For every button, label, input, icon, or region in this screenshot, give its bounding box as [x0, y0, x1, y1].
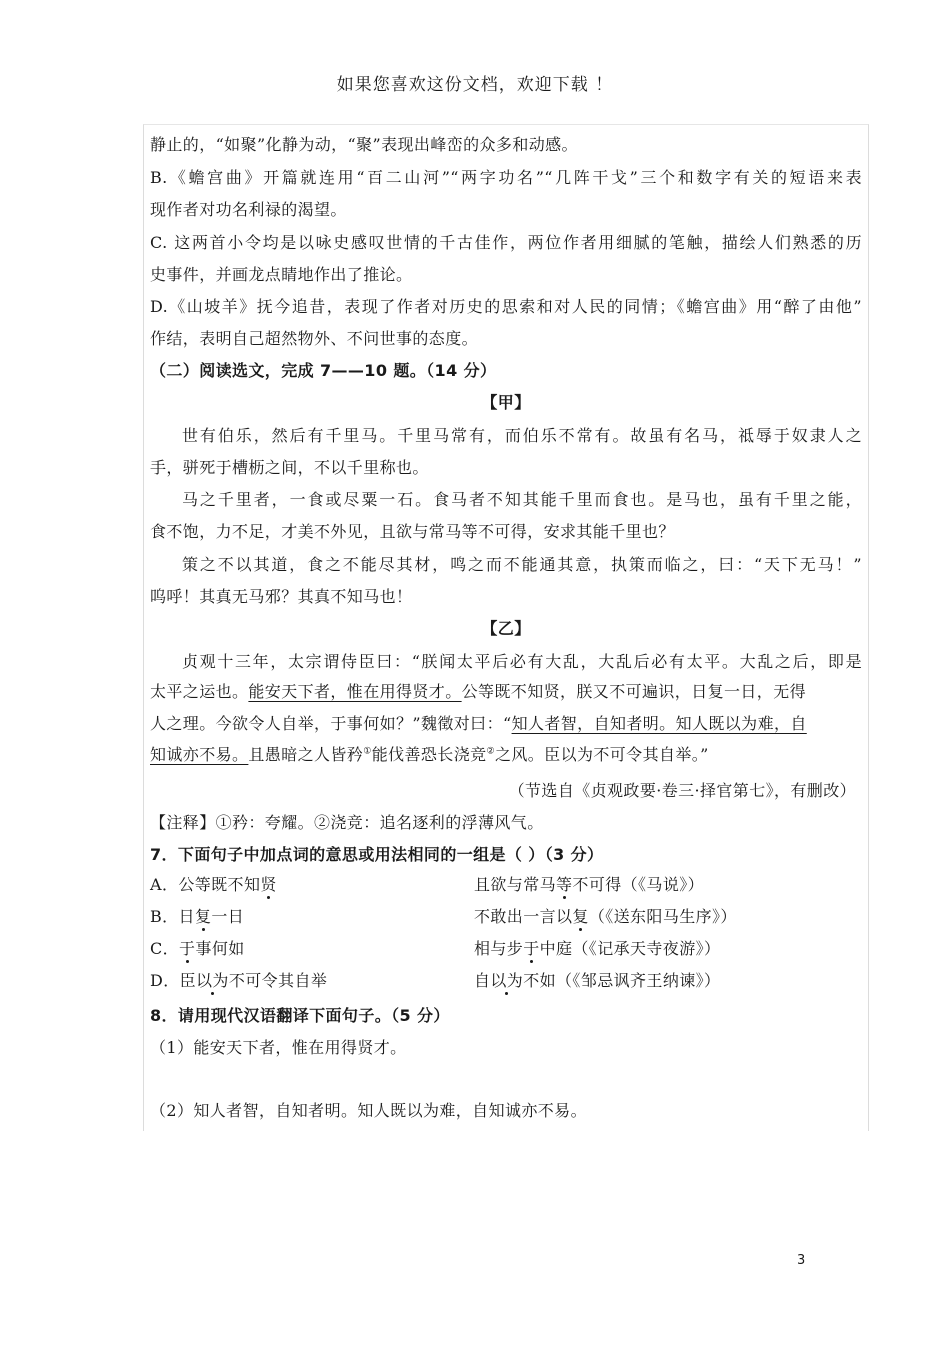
section-title: （二）阅读选文，完成 7——10 题。（14 分）	[150, 361, 497, 380]
question-8-sentence-1: （1）能安天下者，惟在用得贤才。	[150, 1038, 407, 1057]
document-body	[143, 124, 869, 1131]
option-text: 中庭（《记承天寺夜游》）	[539, 939, 721, 958]
underlined-sentence-1: 能安天下者，惟在用得贤才。	[248, 682, 462, 701]
question-7-option-d	[150, 971, 862, 991]
underlined-sentence-2-cont: 知诚亦不易。	[150, 745, 249, 764]
question-8-stem: 8．请用现代汉语翻译下面句子。（5 分）	[150, 1006, 450, 1025]
yi-text: 太平之运也。	[150, 682, 249, 701]
yi-paragraph: 贞观十三年，太宗谓侍臣曰：“朕闻太平后必有大乱，大乱后必有太平。大乱之后，即是	[182, 652, 862, 671]
option-text: 事何如	[195, 939, 245, 958]
option-text: 不可令其自举	[228, 971, 328, 990]
dotted-word: 以为	[196, 971, 229, 990]
question-7-option-b	[150, 907, 862, 927]
option-text: A．公等既不知	[150, 875, 261, 894]
option-text: （《送东阳马生序》）	[588, 907, 737, 926]
option-text: 相与步	[474, 939, 524, 958]
dotted-word: 以为	[490, 971, 524, 990]
yi-text: 公等既不知贤，朕又不可遍识，日复一日，无得	[461, 682, 807, 701]
text-line: 静止的，“如聚”化静为动，“聚”表现出峰峦的众多和动感。	[150, 135, 578, 154]
option-text: 一日	[211, 907, 245, 926]
source-citation: （节选自《贞观政要·卷三·择官第七》，有删改）	[508, 781, 856, 800]
yi-paragraph-line-4	[150, 745, 709, 765]
yi-text: 人之理。今欲令人自举，于事何如？”魏徵对曰：“	[150, 714, 512, 733]
yi-text: 能伐善恐长浇竞	[371, 745, 487, 764]
text-line: D.《山坡羊》抚今追昔，表现了作者对历史的思索和对人民的同情；《蟾宫曲》用“醉了由他”	[150, 297, 862, 316]
jia-paragraph-2: 马之千里者，一食或尽粟一石。食马者不知其能千里而食也。是马也，虽有千里之能，	[182, 490, 862, 509]
text-line: 史事件，并画龙点睛地作出了推论。	[150, 265, 413, 284]
dotted-word: 复	[194, 907, 212, 926]
note-marker-2: ②	[486, 746, 495, 757]
question-8-sentence-2: （2）知人者智，自知者明。知人既以为难，自知诚亦不易。	[150, 1101, 587, 1120]
underlined-sentence-2: 知人者智，自知者明。知人既以为难，自	[511, 714, 807, 733]
option-text: 不可得（《马说》）	[572, 875, 705, 894]
yi-text: 之风。臣以为不可令其自举。”	[494, 745, 709, 764]
question-7-option-a	[150, 875, 862, 895]
jia-paragraph-1-cont: 手，骈死于槽枥之间，不以千里称也。	[150, 458, 429, 477]
yi-heading: 【乙】	[481, 619, 531, 638]
yi-paragraph-line-2	[150, 682, 806, 702]
dotted-word: 等	[556, 875, 573, 894]
question-7-stem: 7．下面句子中加点词的意思或用法相同的一组是（ ）（3 分）	[150, 845, 604, 864]
text-line: C. 这两首小令均是以咏史感叹世情的千古佳作，两位作者用细腻的笔触，描绘人们熟悉的历	[150, 233, 862, 252]
text-line: B.《蟾宫曲》开篇就连用“百二山河”“两字功名”“几阵干戈”三个和数字有关的短语来表	[150, 168, 862, 187]
jia-paragraph-3: 策之不以其道，食之不能尽其材，鸣之而不能通其意，执策而临之，曰：“天下无马！”	[182, 555, 862, 574]
text-line: 现作者对功名利禄的渴望。	[150, 200, 347, 219]
yi-paragraph-line-3	[150, 714, 807, 734]
jia-heading: 【甲】	[481, 393, 531, 412]
option-text: C．	[150, 939, 180, 958]
option-text: 且欲与常马	[474, 875, 557, 894]
jia-paragraph-3-cont: 呜呼！其真无马邪？其真不知马也！	[150, 587, 413, 606]
dotted-word: 贤	[260, 875, 277, 894]
jia-paragraph-1: 世有伯乐，然后有千里马。千里马常有，而伯乐不常有。故虽有名马，祗辱于奴隶人之	[182, 426, 862, 445]
dotted-word: 于	[523, 939, 540, 958]
dotted-word: 复	[572, 907, 589, 926]
dotted-word: 于	[179, 939, 196, 958]
jia-paragraph-2-cont: 食不饱，力不足，才美不外见，且欲与常马等不可得，安求其能千里也？	[150, 522, 675, 541]
option-text: 不敢出一言以	[474, 907, 573, 926]
question-7-option-c	[150, 939, 862, 959]
page-number: 3	[797, 1253, 806, 1268]
option-text: 不如（《邹忌讽齐王纳谏》）	[523, 971, 721, 990]
option-text: D．臣	[150, 971, 197, 990]
option-text: 自	[474, 971, 491, 990]
annotation-notes: 【注释】①矜：夸耀。②浇竞：追名逐利的浮薄风气。	[150, 813, 544, 832]
yi-text: 且愚暗之人皆矜	[248, 745, 364, 764]
text-line: 作结，表明自己超然物外、不问世事的态度。	[150, 329, 479, 348]
option-text: B．日	[150, 907, 195, 926]
page-header: 如果您喜欢这份文档，欢迎下载 ！	[336, 75, 614, 95]
note-marker-1: ①	[363, 746, 372, 757]
